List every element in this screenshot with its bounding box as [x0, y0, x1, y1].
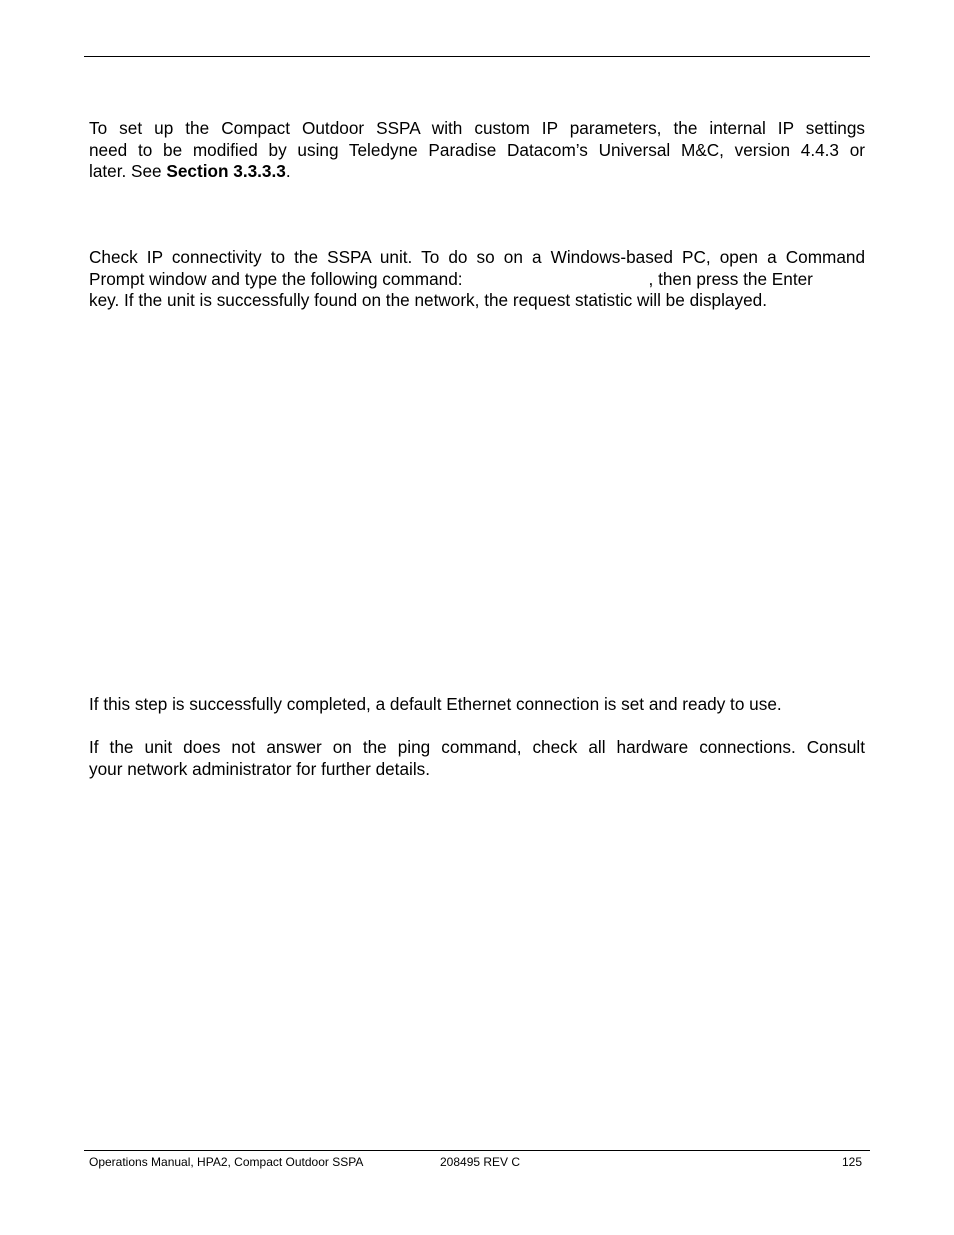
paragraph-custom-ip-setup [89, 118, 865, 183]
paragraph-line [89, 269, 865, 291]
paragraph-line: To set up the Compact Outdoor SSPA with custom IP parameters, the internal IP settings [89, 118, 865, 138]
paragraph-line: key. If the unit is successfully found on the network, the request statistic will be displayed. [89, 290, 767, 310]
paragraph-line: need to be modified by using Teledyne Paradise Datacom’s Universal M&C, version 4.4.3 or [89, 139, 865, 160]
footer-page-number: 125 [841, 1155, 862, 1169]
paragraph-line [89, 161, 865, 183]
footer-rule [84, 1150, 870, 1151]
paragraph-success [89, 694, 865, 716]
paragraph-line: If the unit does not answer on the ping command, check all hardware connections. Consult [89, 737, 865, 757]
text-run: . [285, 161, 291, 181]
text-run: later. See [89, 161, 167, 181]
text-run: Prompt window and type the following command: [89, 268, 463, 289]
paragraph-troubleshoot [89, 737, 865, 780]
paragraph-line: If this step is successfully completed, a default Ethernet connection is set and ready to use. [89, 694, 782, 714]
footer-manual-title: Operations Manual, HPA2, Compact Outdoor SSPA [89, 1155, 364, 1169]
text-run: , then press the Enter [648, 268, 813, 289]
header-rule [84, 56, 870, 57]
paragraph-line: Check IP connectivity to the SSPA unit. To do so on a Windows-based PC, open a Command [89, 247, 865, 267]
section-reference: Section 3.3.3.3 [166, 161, 286, 181]
footer-doc-number: 208495 REV C [440, 1155, 521, 1169]
paragraph-line: your network administrator for further details. [89, 758, 431, 779]
paragraph-check-connectivity [89, 247, 865, 312]
